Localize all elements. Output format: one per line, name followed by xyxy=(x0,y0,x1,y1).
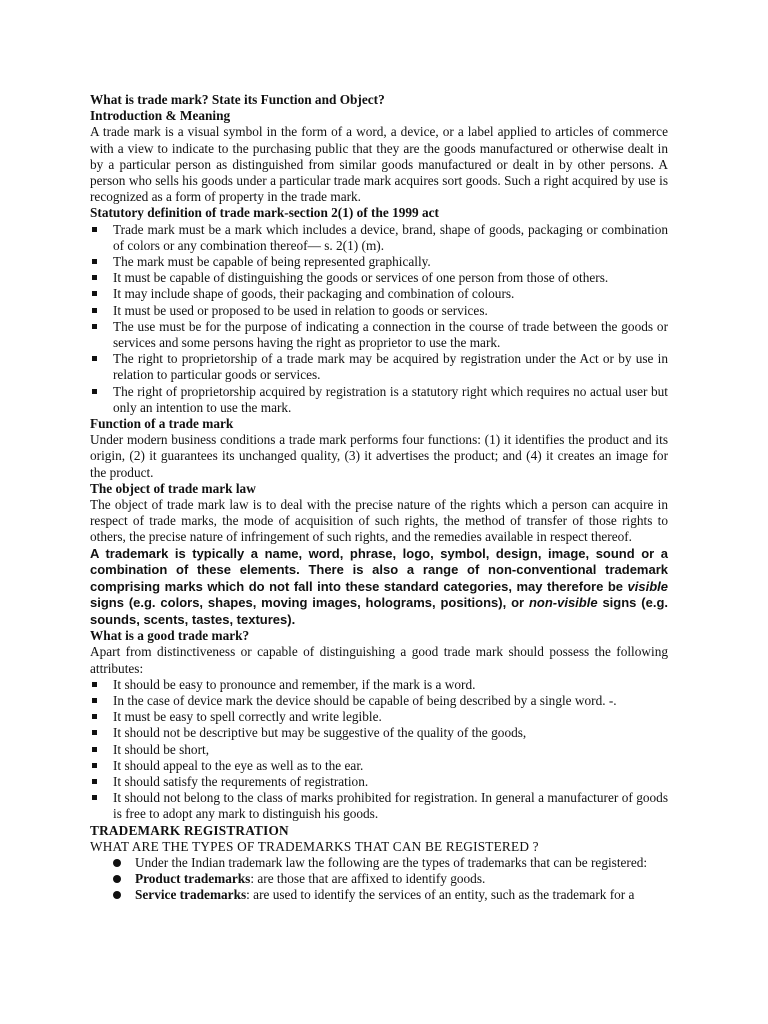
object-paragraph: The object of trade mark law is to deal with the precise nature of the rights which a person can acquire in respect of trade marks, the mode of acquisition of such rights, the method of transfer of those rights to others, the precise nature of infringement of such rights, and the remedies available in respect thereof. xyxy=(90,497,668,545)
statutory-heading: Statutory definition of trade mark-section 2(1) of the 1999 act xyxy=(90,205,439,221)
function-heading: Function of a trade mark xyxy=(90,416,234,432)
intro-heading: Introduction & Meaning xyxy=(90,108,231,124)
list-item: It must be used or proposed to be used in relation to goods or services. xyxy=(90,303,668,319)
type-text: Under the Indian trademark law the following are the types of trademarks that can be registered: xyxy=(135,855,648,871)
list-item xyxy=(90,887,668,903)
type-text: : are used to identify the services of an entity, such as the trademark for a xyxy=(246,887,635,903)
list-item: It should not be descriptive but may be suggestive of the quality of the goods, xyxy=(90,725,668,741)
types-list xyxy=(90,855,668,904)
list-item: The use must be for the purpose of indicating a connection in the course of trade between the goods or services and some persons having the right as proprietor to use the mark. xyxy=(90,319,668,351)
intro-paragraph: A trade mark is a visual symbol in the form of a word, a device, or a label applied to articles of commerce with a view to indicate to the purchasing public that they are the goods manufactured or otherwise dealt in by a particular person as distinguished from similar goods manufactured or dealt in by other persons. A person who sells his goods under a particular trade mark acquires sort goods. Such a right acquired by use is recognized as a form of property in the trade mark. xyxy=(90,124,668,205)
list-item: It should not belong to the class of marks prohibited for registration. In general a manufacturer of goods is free to adopt any mark to distinguish his goods. xyxy=(90,790,668,822)
good-trademark-paragraph: Apart from distinctiveness or capable of distinguishing a good trade mark should possess the following attributes: xyxy=(90,644,668,676)
list-item: In the case of device mark the device should be capable of being described by a single word. -. xyxy=(90,693,668,709)
list-item: It may include shape of goods, their packaging and combination of colours. xyxy=(90,286,668,302)
list-item xyxy=(90,871,668,887)
list-item: It should appeal to the eye as well as to the ear. xyxy=(90,758,668,774)
list-item: The right of proprietorship acquired by registration is a statutory right which requires no actual user but only an intention to use the mark. xyxy=(90,384,668,416)
type-label: Product trademarks xyxy=(135,871,251,887)
good-trademark-heading: What is a good trade mark? xyxy=(90,628,250,644)
list-item: It should satisfy the requrements of registration. xyxy=(90,774,668,790)
types-heading: WHAT ARE THE TYPES OF TRADEMARKS THAT CAN BE REGISTERED ? xyxy=(90,838,539,854)
registration-heading: TRADEMARK REGISTRATION xyxy=(90,822,289,838)
list-item: It should be short, xyxy=(90,742,668,758)
non-visible-term: non-visible xyxy=(528,595,598,611)
list-item: It must be capable of distinguishing the goods or services of one person from those of others. xyxy=(90,270,668,286)
type-label: Service trademarks xyxy=(135,887,247,903)
function-paragraph: Under modern business conditions a trade mark performs four functions: (1) it identifies the product and its origin, (2) it guarantees its unchanged quality, (3) it advertises the product; and (4) it creates an image for the product. xyxy=(90,432,668,480)
good-trademark-list xyxy=(90,677,668,823)
type-text: : are those that are affixed to identify goods. xyxy=(250,871,486,887)
list-item: It must be easy to spell correctly and write legible. xyxy=(90,709,668,725)
trademark-definition-paragraph xyxy=(90,546,668,629)
document-page xyxy=(90,92,668,904)
document-title: What is trade mark? State its Function and Object? xyxy=(90,92,385,107)
definition-text-part2: signs (e.g. colors, shapes, moving images, holograms, positions), or xyxy=(90,595,529,611)
object-heading: The object of trade mark law xyxy=(90,480,256,496)
definition-text-part3: signs (e.g. sounds, scents, tastes, textures). xyxy=(90,595,668,627)
list-item: The mark must be capable of being represented graphically. xyxy=(90,254,668,270)
list-item: It should be easy to pronounce and remember, if the mark is a word. xyxy=(90,677,668,693)
statutory-list xyxy=(90,222,668,416)
list-item: Trade mark must be a mark which includes a device, brand, shape of goods, packaging or combination of colors or any combination thereof— s. 2(1) (m). xyxy=(90,222,668,254)
definition-text-part1: A trademark is typically a name, word, phrase, logo, symbol, design, image, sound or a combination of these elements. There is also a range of non-conventional trademark comprising marks which do not fall into these standard categories, may therefore be xyxy=(90,545,668,594)
list-item xyxy=(90,855,668,871)
list-item: The right to proprietorship of a trade mark may be acquired by registration under the Act or by use in relation to particular goods or services. xyxy=(90,351,668,383)
visible-term: visible xyxy=(627,578,668,594)
